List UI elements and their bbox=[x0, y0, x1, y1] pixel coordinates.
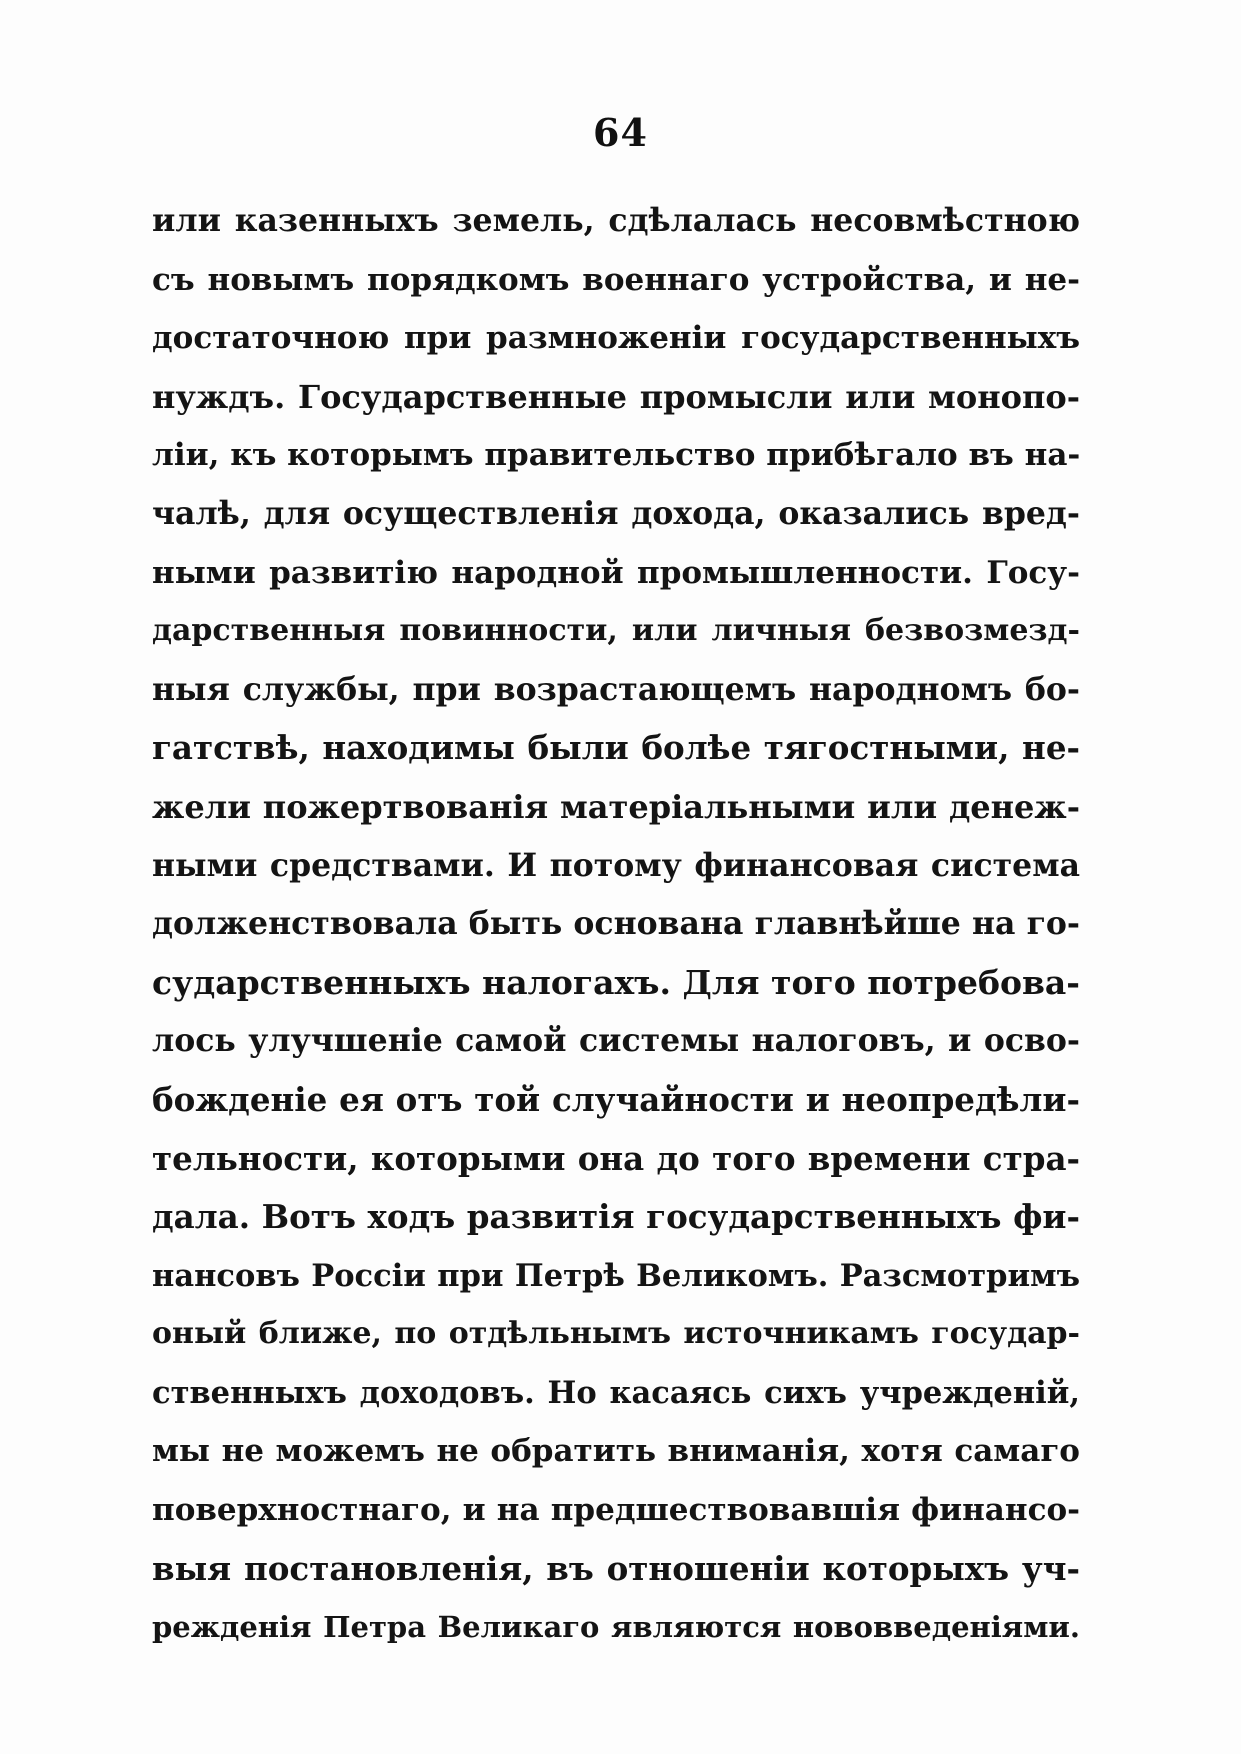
text-line: съ новымъ порядкомъ военнаго устройства, и не- bbox=[152, 261, 1080, 298]
text-line: или казенныхъ земель, сдѣлалась несовмѣстною bbox=[152, 202, 1080, 239]
text-line: дала. Вотъ ходъ развитія государственныхъ фи- bbox=[152, 1197, 1080, 1237]
text-line: жели пожертвованія матеріальными или денеж- bbox=[152, 787, 1080, 826]
text-line: божденіе ея отъ той случайности и неопредѣли- bbox=[152, 1079, 1080, 1119]
text-line: мы не можемъ не обратить вниманія, хотя самаго bbox=[152, 1433, 1080, 1470]
text-line: нансовъ Россіи при Петрѣ Великомъ. Разсмотримъ bbox=[152, 1257, 1080, 1294]
text-line: гатствѣ, находимы были болѣе тягостными, не- bbox=[152, 728, 1080, 768]
text-line: ныя службы, при возрастающемъ народномъ бо- bbox=[152, 670, 1080, 708]
text-line: дарственныя повинности, или личныя безвозмезд- bbox=[152, 613, 1080, 649]
text-line: поверхностнаго, и на предшествовавшія финансо- bbox=[152, 1492, 1080, 1529]
text-line: чалѣ, для осуществленія дохода, оказались вред- bbox=[152, 494, 1080, 532]
text-line: режденія Петра Великаго являются нововведеніями. bbox=[152, 1610, 1080, 1645]
text-line: достаточною при размноженіи государственныхъ bbox=[152, 320, 1080, 357]
text-line: ственныхъ доходовъ. Но касаясь сихъ учрежденій, bbox=[152, 1374, 1080, 1411]
text-line: ными развитію народной промышленности. Госу- bbox=[152, 554, 1080, 591]
text-line: лось улучшеніе самой системы налоговъ, и осво- bbox=[152, 1022, 1080, 1060]
text-line: долженствовала быть основана главнѣйше на го- bbox=[152, 905, 1080, 943]
text-line: ліи, къ которымъ правительство прибѣгало въ на- bbox=[152, 437, 1080, 474]
text-line: выя постановленія, въ отношеніи которыхъ уч- bbox=[152, 1548, 1080, 1588]
text-line: сударственныхъ налогахъ. Для того потребова- bbox=[152, 962, 1080, 1002]
text-line: тельности, которыми она до того времени стра- bbox=[152, 1138, 1080, 1178]
body-text bbox=[152, 192, 1080, 1657]
text-line: нуждъ. Государственные промысли или монопо- bbox=[152, 377, 1080, 416]
text-line: ными средствами. И потому финансовая система bbox=[152, 846, 1080, 884]
text-line: оный ближе, по отдѣльнымъ источникамъ государ- bbox=[152, 1316, 1080, 1352]
page-number: 64 bbox=[593, 110, 648, 155]
